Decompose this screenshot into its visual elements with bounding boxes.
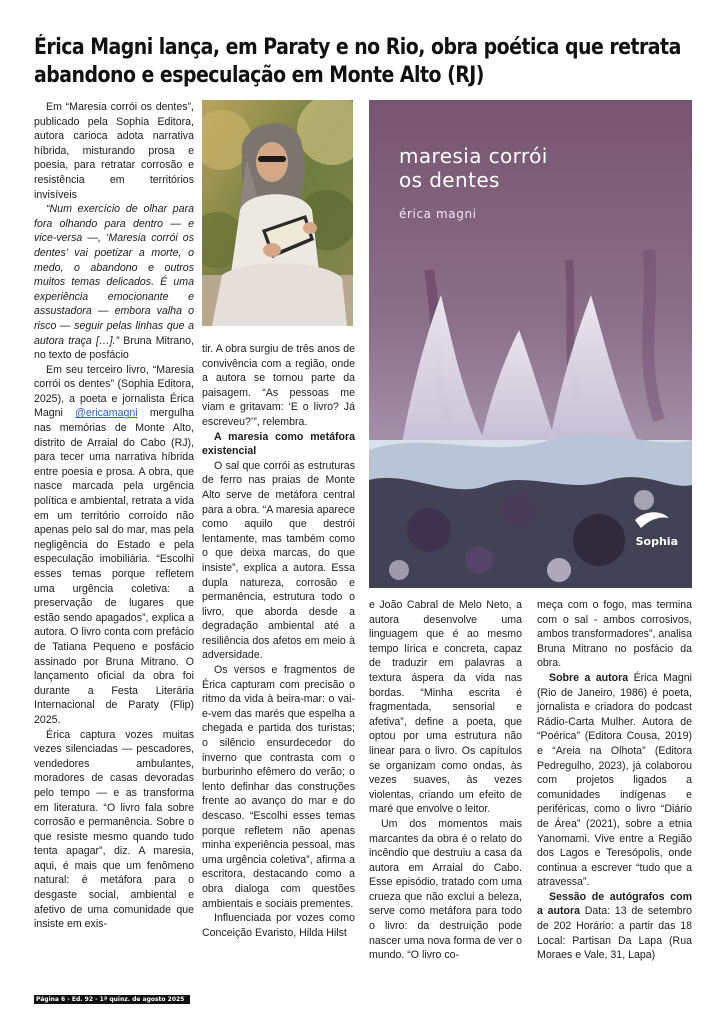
article-column-1	[34, 100, 194, 932]
paragraph-text: mergulha nas memórias de Monte Alto, distrito de Arraial do Cabo (RJ), para tecer uma narrativa híbrida entre poesia e prosa. A obra, que nasce marcada pela urgência política e ambiental, retrata a vida em um território corroído não apenas pelo sal do mar, mas pela negligência do Estado e pela especulação imobiliária. “Escolhi esses temas porque refletem uma urgência coletiva: a preservação de lugares que estão sendo apagados”, explica a autora. O livro conta com prefácio de Tatiana Pequeno e posfácio assinado por Bruna Mitrano. O lançamento oficial da obra foi durante a Festa Literária Internacional de Paraty (Flip) 2025.	[34, 407, 195, 726]
author-bio-label: Sobre a autora	[549, 671, 629, 684]
publisher-logo-text: Sophia	[635, 535, 678, 548]
paragraph	[34, 363, 194, 728]
paragraph: Um dos momentos mais marcantes da obra é o relato do incêndio que destruiu a casa da autora em Arraial do Cabo. Esse episódio, tratado com uma crueza que não exclui a beleza, serve como metáfora para todo o livro: da destruição pode nascer uma nova forma de ver o mundo. “O livro co-	[369, 817, 522, 962]
epigraph-quote: “Num exercício de olhar para fora olhando para dentro — e vice-versa —, ‘Maresia corrói os dentes’ vai poetizar a morte, o medo, o abandono e outros muitos temas delicados. É uma experiência emocionante e assustadora — embora valha o risco — seguir pelas linhas que a autora traça […].”	[34, 203, 194, 347]
article-lede: Em “Maresia corrói os dentes”, publicado pela Sophia Editora, autora carioca adota narrativa híbrida, misturando prosa e poesia, para retratar corrosão e resistência em territórios invisíveis	[34, 101, 194, 201]
author-photo-illustration	[202, 100, 353, 326]
book-title-line-2: os dentes	[399, 168, 500, 192]
event-info-text: Data: 13 de setembro de 202 Horário: a partir das 18 Local: Partisan Da Lapa (Rua Moraes e Vale, 31, Lapa)	[537, 905, 692, 962]
paragraph: Os versos e fragmentos de Érica capturam com precisão o ritmo da vida à beira-mar: o vai-e-vem das marés que espelha a chegada e partida dos turistas; o silêncio ensurdecedor do inverno que contrasta com o burburinho efêmero do verão; o lento definhar das construções frente ao avanço do mar e do descaso. “Escolhi esses temas porque refletem não apenas minha experiência pessoal, mas uma urgência coletiva”, afirma a escritora, destacando como a obra dialoga com questões ambientais e sociais prementes.	[202, 664, 355, 910]
page-footer: Página 6 - Ed. 92 - 1ª quinz. de agosto 2025	[34, 995, 190, 1004]
paragraph: meça com o fogo, mas termina com o sal - ambos corrosivos, ambos transformadores”, analisa Bruna Mitrano no posfácio da obra.	[537, 599, 692, 670]
section-subheading: A maresia como metáfora existencial	[202, 430, 355, 458]
author-photo	[202, 100, 353, 326]
paragraph-text: Em seu terceiro livro, “Maresia corrói os dentes” (Sophia Editora, 2025), a poeta e jornalista Érica Magni	[34, 363, 194, 420]
article-column-4	[537, 598, 692, 963]
epigraph-attribution: Bruna Mitrano, no texto de posfácio	[34, 334, 194, 362]
book-author: érica magni	[399, 207, 477, 221]
paragraph: O sal que corrói as estruturas de ferro nas praias de Monte Alto serve de metáfora central para a obra. “A maresia aparece como aquilo que destrói lentamente, mas também como o que deixa marcas, do que insiste”, explica a autora. Essa dupla natureza, corrosão e permanência, estrutura todo o livro, que aborda desde a degradação ambiental até a resiliência dos afetos em meio à adversidade.	[202, 459, 355, 662]
author-bio	[537, 671, 692, 890]
epigraph	[34, 202, 194, 363]
book-cover	[369, 100, 692, 588]
event-info-label: Sessão de autógrafos com a autora	[537, 890, 692, 918]
article-column-3	[369, 598, 522, 963]
book-title-line-1: maresia corrói	[399, 144, 548, 168]
paragraph: tir. A obra surgiu de três anos de convivência com a região, onde a autora se tornou parte da paisagem. “As pessoas me viam e gritavam: ‘E o livro? Já escreveu?’”, relembra.	[202, 343, 355, 428]
article-column-2	[202, 342, 355, 940]
event-info	[537, 890, 692, 963]
paragraph: Érica captura vozes muitas vezes silenciadas — pescadores, vendedores ambulantes, moradores de casas devoradas pelo tempo — e as transforma em literatura. “O livro fala sobre corrosão e permanência. Sobre o que resiste mesmo quando tudo tenta apagar”, diz. A maresia, aqui, é mais que um fenômeno natural: é metáfora para o desgaste social, ambiental e afetivo de uma comunidade que insiste em exis-	[34, 728, 194, 931]
paragraph: Influenciada por vozes como Conceição Evaristo, Hilda Hilst	[202, 912, 355, 939]
book-title	[399, 144, 548, 192]
author-bio-text: Érica Magni (Rio de Janeiro, 1986) é poeta, jornalista e criadora do podcast Rádio-Carta Mulher. Autora de “Poérica” (Editora Cousa, 2019) e “Areia na Olhota” (Editora Pedregulho, 2023), já colaborou com projetos ligados a comunidades indígenas e periféricas, como o livro “Diário de Área” (2021), sobre a etnia Yanomami. Vive entre a Região dos Lagos e Teresópolis, onde continua a escrever “tudo que a atravessa”.	[537, 671, 692, 889]
paragraph: e João Cabral de Melo Neto, a autora desenvolve uma linguagem que é ao mesmo tempo lírica e concreta, capaz de traduzir em palavras a textura áspera da vida nas bordas. “Minha escrita é fragmentada, sensorial e afetiva”, define a poeta, que optou por uma estrutura não linear para o livro. Os capítulos se organizam como ondas, às vezes suaves, às vezes violentas, criando um efeito de maré que envolve o leitor.	[369, 599, 522, 816]
instagram-mention-link[interactable]: @ericamagni	[75, 407, 138, 420]
article-headline: Érica Magni lança, em Paraty e no Rio, obra poética que retrata abandono e especulação em Monte Alto (RJ)	[34, 35, 681, 88]
